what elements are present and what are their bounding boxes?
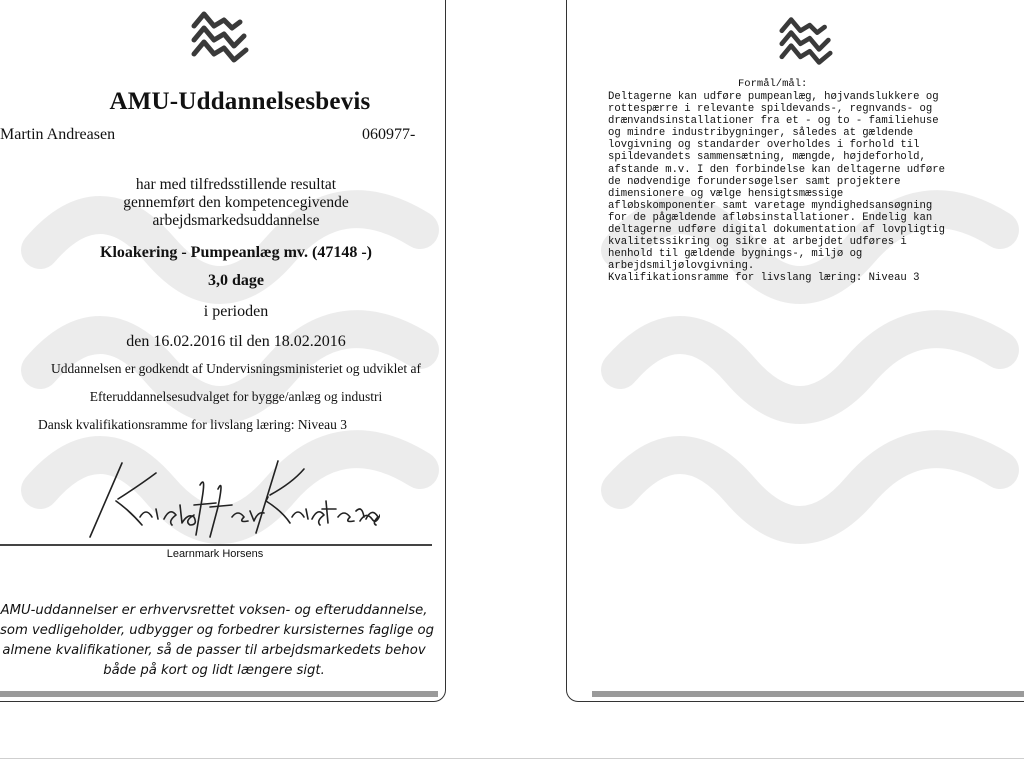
footer-line-1: AMU-uddannelser er erhvervsrettet voksen- og efteruddannelse, <box>0 603 428 618</box>
purpose-line: dimensionere og vælge hensigtsmæssige <box>608 187 844 200</box>
institution-name: Learnmark Horsens <box>166 548 264 560</box>
scan-edge-line <box>0 758 1024 759</box>
completion-line-3: arbejdsmarkedsuddannelse <box>152 212 320 229</box>
purpose-line: de nødvendige forundersøgelser samt projektere <box>608 175 901 188</box>
course-duration: 3,0 dage <box>208 272 264 289</box>
purpose-line: deltagerne udføre digital dokumentation af lovpligtig <box>608 224 945 237</box>
participant-name: Martin Andreasen <box>0 126 116 143</box>
purpose-line: Kvalifikationsramme for livslang læring: Niveau 3 <box>608 272 920 285</box>
footer-statement <box>0 601 434 681</box>
footer-line-4: både på kort og lidt længere sigt. <box>103 663 325 678</box>
purpose-line: rottespærre i relevante spildevands-, regnvands- og <box>608 103 933 116</box>
purpose-line: spildevandets sammensætning, mængde, højdeforhold, <box>608 151 926 164</box>
approval-line-2: Efteruddannelsesudvalget for bygge/anlæg og industri <box>89 389 383 404</box>
participant-id: 060977- <box>362 126 416 143</box>
purpose-line: Deltagerne kan udføre pumpeanlæg, højvandslukkere og <box>608 91 939 103</box>
qualification-framework: Dansk kvalifikationsramme for livslang læring: Niveau 3 <box>38 417 347 432</box>
purpose-line: kvalitetssikring og sikre at arbejdet udføres i <box>608 236 907 249</box>
purpose-line: lovgivning og standarder overholdes i forhold til <box>608 139 920 152</box>
purpose-line: henhold til gældende bygnings-, miljø og <box>608 248 863 261</box>
purpose-line: arbejdsmiljølovgivning. <box>608 260 755 273</box>
amu-logo-icon <box>776 14 836 68</box>
signature <box>60 455 380 545</box>
footer-line-2: som vedligeholder, udbygger og forbedrer kursisternes faglige og <box>0 623 434 638</box>
certificate-title: AMU-Uddannelsesbevis <box>109 88 371 115</box>
purpose-label: Formål/mål: <box>738 78 808 90</box>
purpose-text <box>608 91 945 285</box>
page-shadow-left <box>0 691 438 697</box>
approval-line-1: Uddannelsen er godkendt af Undervisningsministeriet og udviklet af <box>50 361 422 376</box>
amu-logo-icon <box>188 8 252 66</box>
signature-line <box>0 544 432 546</box>
period-label: i perioden <box>203 303 269 320</box>
purpose-line: afløbskomponenter samt varetage myndighedsansøgning <box>608 199 933 212</box>
completion-line-1: har med tilfredsstillende resultat <box>135 176 337 193</box>
purpose-line: og mindre industribygninger, således at gældende <box>608 127 914 140</box>
purpose-line: afstande m.v. I den forbindelse kan deltagerne udføre <box>608 163 945 176</box>
purpose-line: for de pågældende afløbsinstallationer. Endelig kan <box>608 211 933 224</box>
purpose-line: drænvandsinstallationer fra et - og to - familiehuse <box>608 115 939 128</box>
footer-line-3: almene kvalifikationer, så de passer til arbejdsmarkedets behov <box>2 643 426 658</box>
completion-line-2: gennemført den kompetencegivende <box>123 194 349 211</box>
course-period: den 16.02.2016 til den 18.02.2016 <box>126 333 346 350</box>
page-shadow-right <box>592 691 1024 697</box>
course-title: Kloakering - Pumpeanlæg mv. (47148 -) <box>100 244 372 261</box>
